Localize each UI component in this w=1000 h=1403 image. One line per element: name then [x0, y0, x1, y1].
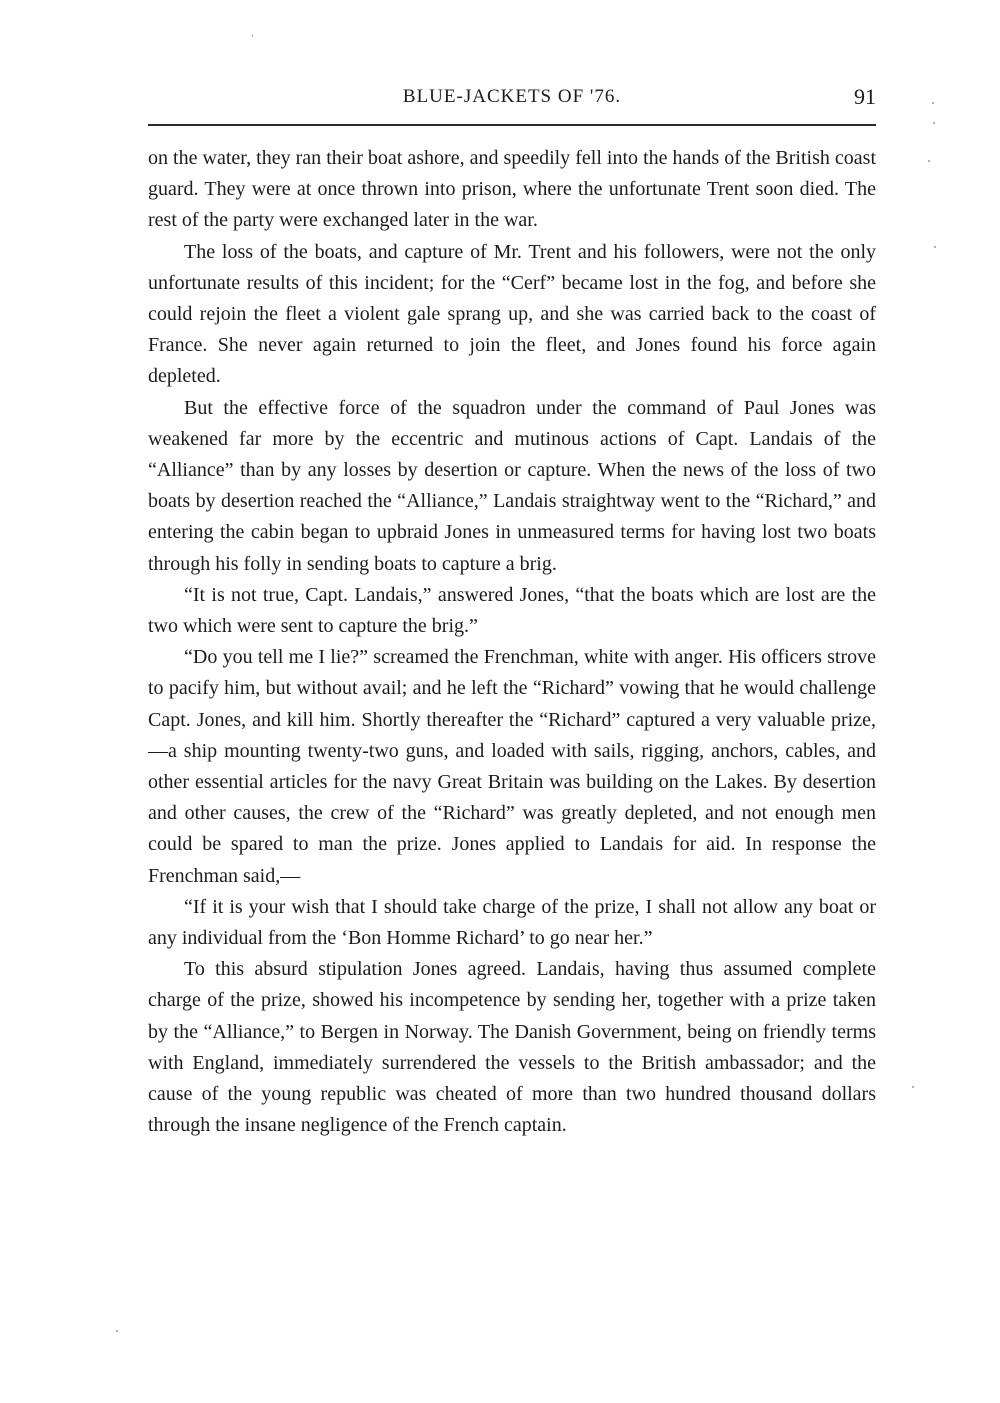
scan-speck — [912, 1086, 914, 1088]
paragraph: The loss of the boats, and capture of Mr. Trent and his followers, were not the only unfortunate results of this incident; for the “Cerf” became lost in the fog, and before she could rejoin the fleet a violent gale sprang up, and she was carried back to the coast of France. She never again returned to join the fleet, and Jones found his force again depleted. — [148, 240, 876, 388]
running-title: BLUE-JACKETS OF '76. — [402, 86, 622, 107]
page-number: 91 — [854, 84, 876, 109]
body-text — [148, 143, 876, 1142]
scan-speck — [116, 1330, 118, 1332]
scan-speck — [934, 246, 936, 248]
scan-speck — [928, 160, 930, 162]
header-rule — [148, 124, 876, 126]
paragraph: “Do you tell me I lie?” screamed the Frenchman, white with anger. His officers strove to pacify him, but without avail; and he left the “Richard” vowing that he would challenge Capt. Jones, and kill him. Shortly thereafter the “Richard” captured a very valuable prize,—a ship mounting twenty-two guns, and loaded with sails, rigging, anchors, cables, and other essential articles for the navy Great Britain was building on the Lakes. By desertion and other causes, the crew of the “Richard” was greatly depleted, and not enough men could be spared to man the prize. Jones applied to Landais for aid. In response the Frenchman said,— — [148, 646, 876, 887]
paragraph: on the water, they ran their boat ashore, and speedily fell into the hands of the British coast guard. They were at once thrown into prison, where the unfortunate Trent soon died. The rest of the party were exchanged later in the war. — [148, 147, 876, 232]
paragraph: But the effective force of the squadron under the command of Paul Jones was weakened far more by the eccentric and mutinous actions of Capt. Landais of the “Alliance” than by any losses by desertion or capture. When the news of the loss of two boats by desertion reached the “Alliance,” Landais straightway went to the “Richard,” and entering the cabin began to upbraid Jones in unmeasured terms for having lost two boats through his folly in sending boats to capture a brig. — [148, 396, 876, 575]
paragraph: “It is not true, Capt. Landais,” answered Jones, “that the boats which are lost are the two which were sent to capture the brig.” — [148, 583, 876, 638]
paragraph: “If it is your wish that I should take charge of the prize, I shall not allow any boat or any individual from the ‘Bon Homme Richard’ to go near her.” — [148, 895, 876, 950]
scan-speck — [252, 34, 253, 37]
scan-speck — [932, 102, 934, 104]
running-head — [148, 86, 876, 110]
paragraph: To this absurd stipulation Jones agreed. Landais, having thus assumed complete charge of the prize, showed his incompetence by sending her, together with a prize taken by the “Alliance,” to Bergen in Norway. The Danish Government, being on friendly terms with England, immediately surrendered the vessels to the British ambassador; and the cause of the young republic was cheated of more than two hundred thousand dollars through the insane negligence of the French captain. — [148, 958, 876, 1137]
scan-speck — [933, 122, 935, 124]
